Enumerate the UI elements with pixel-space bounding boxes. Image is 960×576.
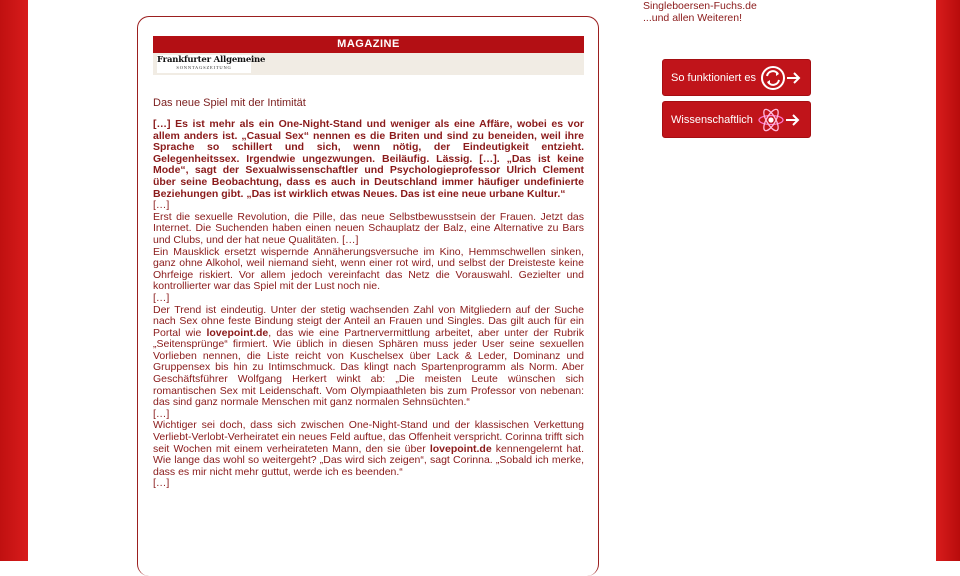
ellipsis: […]: [153, 477, 170, 490]
article-body: [153, 119, 584, 490]
article-paragraph: [153, 420, 584, 478]
faz-logo-text: Frankfurter Allgemeine: [157, 55, 266, 65]
article-title: Das neue Spiel mit der Intimität: [153, 97, 306, 109]
source-bar: [153, 53, 584, 75]
ellipsis: […]: [153, 199, 170, 212]
ellipsis: […]: [153, 407, 170, 420]
article-lead: […] Es ist mehr als ein One-Night-Stand und weniger als eine Affäre, wobei es vor allem anders ist. „Casual Sex“ nennen es die Briten und sind zu beneiden, weil ihre Sprache so schillert und sich, wenn nötig, der Eindeutigkeit entzieht. Gelegenheitssex. Irgendwie ungezwungen. Beiläufig. Lässig. […]. „Das ist keine Mode“, sagt der Sexualwissenschaftler und Psychologieprofessor Ulrich Clement über seine Beobachtung, dass es auch in Deutschland immer häufiger undefinierte Beziehungen gibt. „Das ist wirklich etwas Neues. Das ist eine neue urbane Kultur.“: [153, 118, 584, 200]
article-paragraph: Erst die sexuelle Revolution, die Pille, das neue Selbstbewusstsein der Frauen. Jetzt das Internet. Die Suchenden haben einen neuen Schauplatz der Balz, eine Alternative zu Bars und Clubs, und der hat neue Qualitäten. […]: [153, 210, 584, 246]
magazine-header: MAGAZINE: [153, 36, 584, 53]
partner-tagline: ...und allen Weiteren!: [643, 12, 743, 24]
how-it-works-button[interactable]: [662, 59, 811, 96]
cycle-arrows-icon: [760, 65, 802, 91]
article-paragraph: [153, 305, 584, 409]
button-label: Wissenschaftlich: [671, 113, 753, 126]
partner-link[interactable]: Singleboersen-Fuchs.de: [643, 0, 757, 12]
brand-link[interactable]: lovepoint.de: [429, 442, 492, 455]
faz-logo[interactable]: [157, 55, 266, 73]
button-label: So funktioniert es: [671, 71, 756, 84]
partner-links: [643, 0, 843, 24]
ellipsis: […]: [153, 291, 170, 304]
text-segment: Der Trend ist eindeutig. Unter der stetig wachsenden Zahl von Mitgliedern auf der Suche nach Sex ohne feste Bindung steigt der Anteil an Frauen und Singles. Das gilt auch für ein Portal wie: [153, 303, 584, 339]
faz-logo-subtext: SONNTAGSZEITUNG: [176, 65, 232, 70]
text-segment: kennengelernt hat. Wie lange das wohl so weitergeht? „Das wird sich zeigen“, sagt Corinna. „Sobald ich merke, dass es mir nicht mehr guttut, werde ich es beenden.“: [153, 442, 584, 478]
scientific-button[interactable]: [662, 101, 811, 138]
atom-icon: [757, 107, 801, 133]
right-red-border: [936, 0, 960, 561]
article-paragraph: Ein Mausklick ersetzt wispernde Annäherungsversuche im Kino, Hemmschwellen sinken, ganz ohne Alkohol, weil niemand sieht, wenn einer rot wird, und selbst der Dreisteste keine Ohrfeige riskiert. Vor allem jedoch vereinfacht das Netz die Vorauswahl. Gezielter und kontrollierter war das Spiel mit der Lust noch nie.: [153, 245, 584, 293]
text-segment: Wichtiger sei doch, dass sich zwischen One-Night-Stand und der klassischen Verkettung Verliebt-Verlobt-Verheiratet ein neues Feld auftue, das Offenheit verspricht. Corinna trifft sich seit Wochen mit einem verheirateten Mann, den sie über: [153, 419, 584, 455]
left-red-border: [0, 0, 28, 561]
brand-link[interactable]: lovepoint.de: [206, 326, 269, 339]
text-segment: , das wie eine Partnervermittlung arbeitet, aber unter der Rubrik „Seitensprünge“ firmiert. Wie üblich in diesen Sphären muss jeder User seine sexuellen Vorlieben nennen, die Liste reicht von Kuschelsex über Lack & Leder, Dominanz und Gruppensex bis hin zu Intimschmuck. Das klingt nach Spartenprogramm als Norm. Aber Geschäftsführer Wolfgang Herkert winkt ab: „Die meisten Leute wünschen sich romantischen Sex mit Leidenschaft. Vom Olympiaathleten bis zum Professor von nebenan: das sind ganz normale Menschen mit ganz normalen Sehnsüchten.“: [153, 326, 584, 409]
